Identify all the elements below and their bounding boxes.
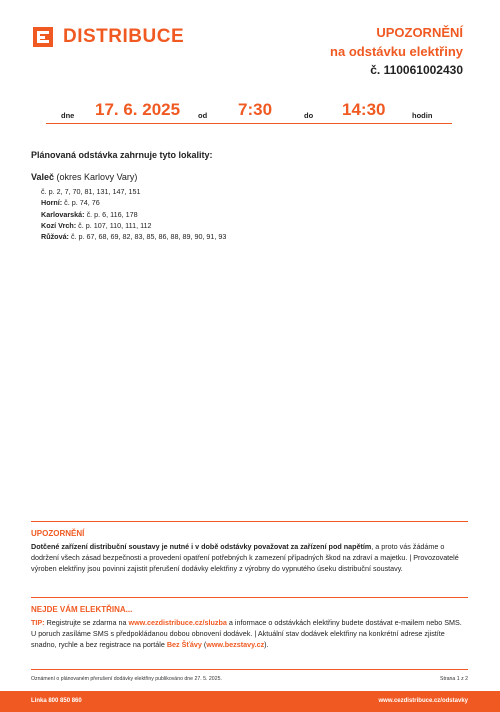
hours-label: hodin <box>412 111 433 120</box>
locality-heading <box>31 172 137 182</box>
notice-number: č. 110061002430 <box>370 63 463 77</box>
date-label: dne <box>61 111 75 120</box>
brand-logo <box>33 26 184 48</box>
notice-subtitle: na odstávku elektřiny <box>330 44 463 59</box>
tip-title: NEJDE VÁM ELEKTŘINA... <box>31 605 133 614</box>
street-item: Růžová: č. p. 67, 68, 69, 82, 83, 85, 86, 88, 89, 90, 91, 93 <box>41 232 227 242</box>
from-label: od <box>198 111 208 120</box>
intro-text: Plánovaná odstávka zahrnuje tyto lokality: <box>31 150 213 160</box>
bezstavy-url-link[interactable]: www.bezstavy.cz <box>206 640 265 650</box>
page-number: Strana 1 z 2 <box>440 676 468 682</box>
street-item: č. p. 2, 7, 70, 81, 131, 147, 151 <box>41 187 141 196</box>
outage-dateline <box>46 100 452 124</box>
bez-stavy-link[interactable]: Bez Šťávy <box>166 640 202 650</box>
cez-logo-icon <box>33 27 53 47</box>
outages-url[interactable]: www.cezdistribuce.cz/odstavky <box>378 698 468 704</box>
locality-district: (okres Karlovy Vary) <box>56 172 138 182</box>
tip-text: TIP: Registrujte se zdarma na www.cezdistribuce.cz/sluzba a informace o odstávkách elektřiny budete dostávat e-mailem nebo SMS. U poruch zasíláme SMS s předpokládanou dobou obnovení dodávek. | Aktuální stav dodávek elektřiny na konkrétní adrese zjistíte snadno, rychle a bez registrace na portále Bez Šťávy (www.bezstavy.cz). <box>31 618 462 650</box>
street-item: Horní: č. p. 74, 76 <box>41 198 100 208</box>
street-list <box>41 186 226 242</box>
hotline: Linka 800 850 860 <box>31 698 82 704</box>
locality-name: Valeč <box>31 172 55 182</box>
to-label: do <box>304 111 314 120</box>
outage-from: 7:30 <box>238 100 273 119</box>
brand-name: DISTRIBUCE <box>63 26 185 47</box>
warning-section <box>31 521 468 575</box>
street-item: Kozí Vrch: č. p. 107, 110, 111, 112 <box>41 220 152 230</box>
outage-date: 17. 6. 2025 <box>95 100 181 119</box>
registration-link[interactable]: www.cezdistribuce.cz/sluzba <box>128 618 227 627</box>
publication-note <box>31 669 468 682</box>
street-item: Karlovarská: č. p. 6, 116, 178 <box>41 209 138 219</box>
notice-title: UPOZORNĚNÍ <box>376 25 463 40</box>
publication-text: Oznámení o plánovaném přerušení dodávky elektřiny publikováno dne 27. 5. 2025. <box>31 676 222 682</box>
notice-header <box>330 24 463 79</box>
warning-title: UPOZORNĚNÍ <box>31 529 85 538</box>
outage-to: 14:30 <box>342 100 386 119</box>
tip-section <box>31 597 468 651</box>
footer-bar <box>0 691 500 712</box>
warning-text: Dotčené zařízení distribuční soustavy je nutné i v době odstávky považovat za zařízení pod napětím, a proto vás žádáme o dodržení všech zásad bezpečnosti a provedení opatření potřebných k zamezení případných škod na zdraví a majetku. | Provozovatelé výroben elektřiny jsou povinni zajistit přerušení dodávky elektřiny z výrobny do vypnutého úseku distribuční soustavy. <box>31 542 459 574</box>
